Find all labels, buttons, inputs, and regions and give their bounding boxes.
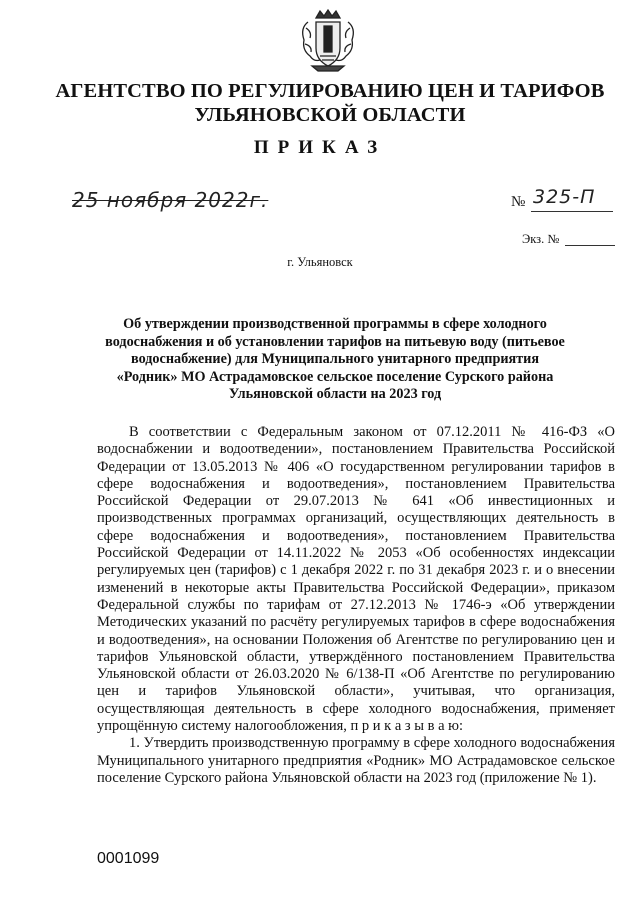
handwritten-order-number: 325-П bbox=[533, 186, 596, 208]
agency-name-line1: АГЕНТСТВО ПО РЕГУЛИРОВАНИЮ ЦЕН И ТАРИФОВ bbox=[55, 80, 605, 102]
order-number-underline bbox=[531, 211, 613, 212]
body-paragraph-item-1: 1. Утвердить производственную программу в сфере холодного водоснабжения Муниципального унитарного предприятия «Родник» МО Астрадамовское сельское поселение Сурского района Ульяновской области на 2023 год (приложение № 1). bbox=[97, 735, 615, 786]
document-type-heading: ПРИКАЗ bbox=[253, 137, 387, 158]
copy-number-blank bbox=[565, 245, 615, 246]
copy-number-label: Экз. № bbox=[522, 232, 560, 246]
order-body bbox=[97, 424, 615, 787]
order-title: Об утверждении производственной программы в сфере холодного водоснабжения и об установлении тарифов на питьевую воду (питьевое водоснабжение) для Муниципального унитарного предприятия «Родник» МО Астрадамовское сельское поселение Сурского района Ульяновской области на 2023 год bbox=[105, 316, 565, 403]
coat-of-arms-icon bbox=[298, 8, 358, 74]
document-stamp-number: 0001099 bbox=[97, 850, 160, 867]
handwritten-date: 25 ноября 2022г. bbox=[72, 188, 269, 212]
city: г. Ульяновск bbox=[287, 255, 353, 269]
order-number-label: № bbox=[511, 194, 526, 210]
body-paragraph-preamble: В соответствии с Федеральным законом от 07.12.2011 № 416-ФЗ «О водоснабжении и водоотведении», постановлением Правительства Российской Федерации от 13.05.2013 № 406 «О государственном регулировании тарифов в сфере водоснабжения и водоотведения», постановлением Правительства Российской Федерации от 29.07.2013 № 641 «Об инвестиционных и производственных программах организаций, осуществляющих деятельность в сфере водоснабжения и водоотведения», постановлением Правительства Российской Федерации от 14.11.2022 № 2053 «Об особенностях индексации регулируемых цен (тарифов) с 1 декабря 2022 г. по 31 декабря 2023 г. и о внесении изменений в некоторые акты Правительства Российской Федерации», приказом Федеральной службы по тарифам от 27.12.2013 № 1746-э «Об утверждении Методических указаний по расчёту регулируемых тарифов в сфере водоснабжения и водоотведения», на основании Положения об Агентстве по регулированию цен и тарифов Ульяновской области, утверждённого постановлением Правительства Ульяновской области от 26.03.2020 № 6/138-П «Об Агентстве по регулированию цен и тарифов Ульяновской области», учитывая, что организация, осуществляющая деятельность в сфере холодного водоснабжения, применяет упрощённую систему налогообложения, п р и к а з ы в а ю: bbox=[97, 424, 615, 735]
agency-name-line2: УЛЬЯНОВСКОЙ ОБЛАСТИ bbox=[194, 104, 466, 126]
